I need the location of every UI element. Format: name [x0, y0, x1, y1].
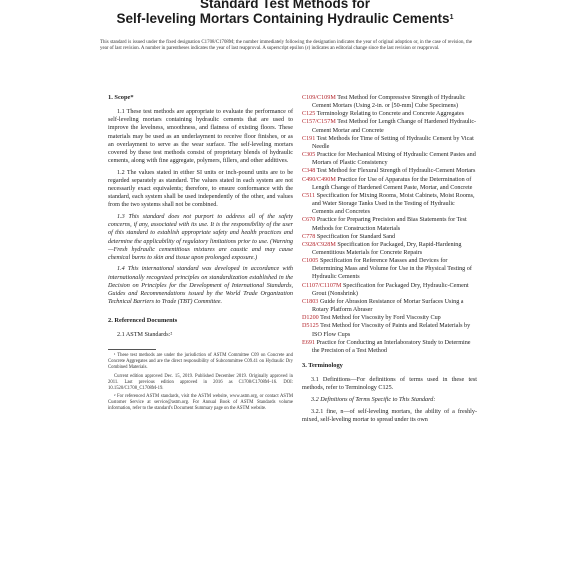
footnote-2: ² For referenced ASTM standards, visit the ASTM website, www.astm.org, or contact ASTM Customer Service at service@astm.org. For Annual Book of ASTM Standards volume information, refer to the standard's Document Summary page on the ASTM website.: [108, 394, 293, 412]
reference-item: [302, 241, 477, 257]
right-column: [302, 94, 477, 427]
reference-code-link[interactable]: E691: [302, 339, 315, 346]
reference-title: Specification for Reference Masses and Devices for Determining Mass and Volume for Use in the Physical Testing of Hydraulic Cements: [312, 258, 472, 281]
reference-code-link[interactable]: C490/C490M: [302, 176, 336, 183]
reference-title: Specification for Standard Sand: [316, 233, 396, 240]
reference-title: Specification for Packaged Dry, Hydraulic-Cement Grout (Nonshrink): [312, 282, 469, 297]
title-footnote-mark: 1: [449, 14, 454, 21]
reference-code-link[interactable]: C348: [302, 168, 316, 175]
reference-item: [302, 151, 477, 167]
reference-title: Test Method for Viscosity of Paints and Related Materials by ISO Flow Cups: [312, 323, 471, 338]
reference-title: Test Methods for Time of Setting of Hydraulic Cement by Vicat Needle: [312, 135, 474, 150]
document-title-line-2: [0, 11, 570, 27]
reference-code-link[interactable]: D5125: [302, 323, 319, 330]
reference-item: [302, 167, 477, 175]
reference-item: [302, 135, 477, 151]
reference-item: [302, 282, 477, 298]
reference-title: Test Method for Viscosity by Ford Viscosity Cup: [320, 315, 441, 322]
scope-paragraph-1-3: 1.3 This standard does not purport to address all of the safety concerns, if any, associated with its use. It is the responsibility of the user of this standard to establish appropriate safety and health practices and determine the applicability of regulatory limitations prior to use. (Warning—Fresh hydraulic cementitious mixtures are caustic and may cause chemical burns to skin and tissue upon prolonged exposure.): [108, 214, 293, 261]
footnote-rule: [108, 349, 156, 350]
scope-paragraph-1-4: 1.4 This international standard was developed in accordance with internationally recognized principles on standardization established in the Decision on Principles for the Development of International Standards, Guides and Recommendations issued by the World Trade Organization Technical Barriers to Trade (TBT) Committee.: [108, 266, 293, 306]
reference-code-link[interactable]: C670: [302, 217, 316, 224]
reference-code-link[interactable]: C511: [302, 192, 316, 199]
reference-code-link[interactable]: D1200: [302, 315, 319, 322]
reference-title: Practice for Use of Apparatus for the Determination of Length Change of Hardened Cement Paste, Mortar, and Concrete: [312, 176, 473, 191]
left-column: [108, 94, 293, 415]
reference-item: [302, 233, 477, 241]
reference-item: [302, 94, 477, 110]
reference-code-link[interactable]: C1803: [302, 298, 319, 305]
reference-code-link[interactable]: C109/C109M: [302, 95, 336, 101]
reference-title: Terminology Relating to Concrete and Concrete Aggregates: [316, 111, 464, 118]
reference-code-link[interactable]: C1005: [302, 258, 319, 265]
document-title-line-1: Standard Test Methods for: [199, 0, 370, 11]
scope-paragraph-1-1: 1.1 These test methods are appropriate to evaluate the performance of self-leveling mortars containing hydraulic cements that are used to improve the levelness, smoothness, and flatness of existing floors. These materials may be used as an underlayment to receive floor finishes, or as an overlayment to serve as the wear surface. The self-leveling mortars covered by these test methods consist of proprietary blends of hydraulic cements, along with fine aggregate, polymers, fillers, and other additives.: [108, 109, 293, 165]
reference-title: Practice for Preparing Precision and Bias Statements for Test Methods for Construction Materials: [312, 217, 467, 232]
section-heading-terminology: 3. Terminology: [302, 362, 343, 369]
reference-code-link[interactable]: C305: [302, 152, 316, 159]
reference-item: [302, 110, 477, 118]
reference-title: Specification for Mixing Rooms, Moist Cabinets, Moist Rooms, and Water Storage Tanks Used in the Testing of Hydraulic Cements and Concretes: [312, 192, 475, 216]
reference-code-link[interactable]: C191: [302, 135, 316, 142]
reference-title: Practice for Conducting an Interlaboratory Study to Determine the Precision of a Test Method: [312, 339, 471, 354]
scope-paragraph-1-2: 1.2 The values stated in either SI units or inch-pound units are to be regarded separately as standard. The values stated in each system are not necessarily exact equivalents; therefore, to ensure conformance with the standard, each system shall be used independently of the other, and values from the two systems shall not be combined.: [108, 169, 293, 209]
reference-item: [302, 192, 477, 216]
reference-title: Test Method for Compressive Strength of Hydraulic Cement Mortars (Using 2-in. or [50-mm] Cube Specimens): [312, 95, 466, 110]
reference-title: Guide for Abrasion Resistance of Mortar Surfaces Using a Rotary Platform Abraser: [312, 298, 464, 314]
terminology-paragraph-3-2: 3.2 Definitions of Terms Specific to This Standard:: [311, 396, 436, 403]
astm-standards-item: 2.1 ASTM Standards:²: [117, 331, 173, 338]
reference-code-link[interactable]: C778: [302, 233, 316, 240]
terminology-paragraph-3-2-1: 3.2.1 fine, n—of self-leveling mortars, the ability of a freshly-mixed, self-leveling mortar to spread under its own: [302, 408, 477, 423]
terminology-paragraph-3-1: 3.1 Definitions—For definitions of terms used in these test methods, refer to Terminology C125.: [302, 377, 477, 392]
reference-item: [302, 216, 477, 232]
reference-item: [302, 339, 477, 355]
designation-note: This standard is issued under the fixed designation C1708/C1708M; the number immediately following the designation indicates the year of original adoption or, in the case of revision, the year of last revision. A number in parentheses indicates the year of last reapproval. A superscript epsilon (ε) indicates an editorial change since the last revision or reapproval.: [100, 40, 472, 52]
reference-title: Specification for Packaged, Dry, Rapid-Hardening Cementitious Materials for Concrete Repairs: [312, 241, 462, 256]
reference-code-link[interactable]: C125: [302, 111, 316, 118]
reference-item: [302, 298, 477, 314]
section-heading-referenced-documents: 2. Referenced Documents: [108, 316, 178, 324]
reference-code-link[interactable]: C157/C157M: [302, 119, 336, 126]
document-title-text: Self-leveling Mortars Containing Hydraulic Cements: [116, 11, 450, 26]
reference-title: Test Method for Flexural Strength of Hydraulic-Cement Mortars: [316, 168, 476, 175]
footnote-1: ¹ These test methods are under the jurisdiction of ASTM Committee C09 on Concrete and Concrete Aggregates and are the direct responsibility of Subcommittee C09.41 on Hydraulic Dry Combined Materials.: [108, 353, 293, 371]
reference-title: Practice for Mechanical Mixing of Hydraulic Cement Pastes and Mortars of Plastic Consistency: [312, 152, 476, 167]
reference-item: [302, 176, 477, 192]
footnote-1-edition: Current edition approved Dec. 15, 2019. Published December 2019. Originally approved in 2011. Last previous edition approved in 2016 as C1708/C1708M–16. DOI: 10.1520/C1708_C1708M-19.: [108, 373, 293, 391]
reference-item: [302, 257, 477, 281]
section-heading-scope: 1. Scope*: [108, 94, 134, 101]
reference-code-link[interactable]: C928/C928M: [302, 241, 336, 248]
reference-item: [302, 314, 477, 322]
reference-list: [302, 94, 477, 355]
reference-item: [302, 322, 477, 338]
reference-code-link[interactable]: C1107/C1107M: [302, 282, 342, 289]
reference-item: [302, 118, 477, 134]
reference-title: Test Method for Length Change of Hardened Hydraulic-Cement Mortar and Concrete: [312, 119, 477, 134]
